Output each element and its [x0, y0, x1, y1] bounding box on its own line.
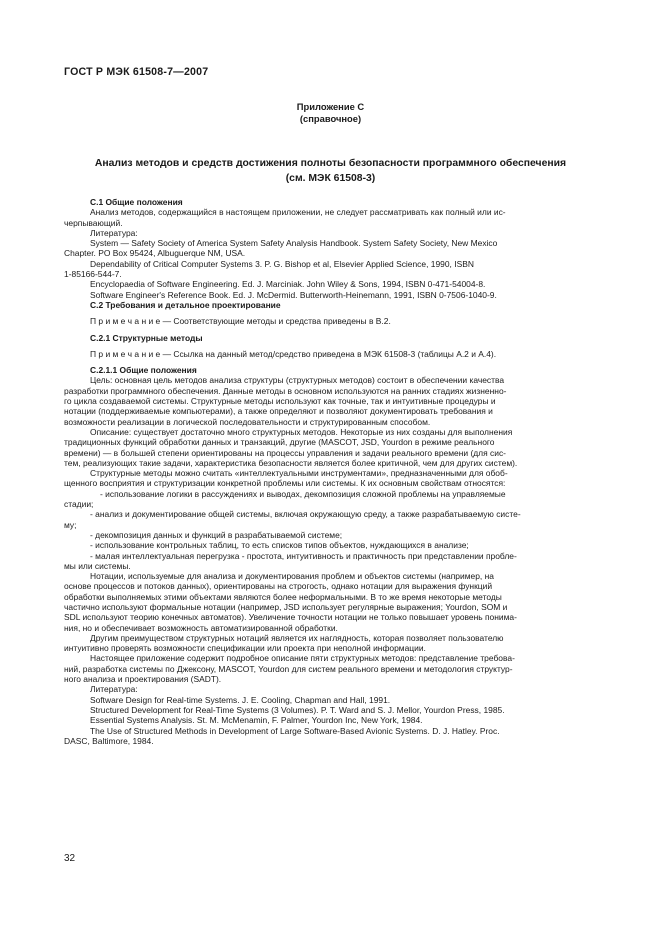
note-line	[90, 316, 598, 326]
bullet-line: мы или системы.	[64, 560, 131, 571]
reference-line: System — Safety Society of America System Safety Analysis Handbook. System Safety Society, New Mexico	[90, 238, 498, 249]
page-number: 32	[64, 853, 76, 864]
bullet-line: - анализ и документирование общей системы, включая окружающую среду, а также разрабатываемую систе-	[90, 509, 521, 520]
section-title	[70, 156, 591, 186]
text-line: Настоящее приложение содержит подробное описание пяти структурных методов: представление требова-	[90, 653, 515, 664]
text-line: ного анализа и проектирования (SADT).	[64, 674, 222, 685]
standard-header: ГОСТ Р МЭК 61508-7—2007	[64, 66, 209, 78]
reference-line: Software Design for Real-time Systems. J. E. Cooling, Chapman and Hall, 1991.	[90, 694, 391, 705]
appendix-subtitle: (справочное)	[299, 113, 362, 124]
note-line	[90, 349, 598, 359]
text-line: Описание: существует достаточно много структурных методов. Некоторые из них созданы для выполнения	[90, 426, 513, 437]
heading-c2: С.2 Требования и детальное проектирование	[90, 299, 281, 310]
text-line: SDL используют теорию конечных автоматов). Увеличение точности нотации не только повышает уровень понима-	[64, 612, 517, 623]
text-line: Анализ методов, содержащийся в настоящем приложении, не следует рассматривать как полный или ис-	[90, 207, 506, 218]
bullet-line: - декомпозиция данных и функций в разрабатываемой системе;	[90, 529, 343, 540]
text-line: интуитивно проверять возможности спецификации или проекта при неполной информации.	[64, 643, 426, 654]
text-line: щенного восприятия и структуризации конкретной проблемы или системы. К их основным свойствам относятся:	[64, 478, 506, 489]
note-text: — Соответствующие методы и средства приведены в В.2.	[160, 316, 391, 327]
text-line: Другим преимуществом структурных нотаций является их наглядность, которая позволяет пользователю	[90, 632, 504, 643]
literature-label: Литература:	[90, 684, 138, 695]
heading-c21: С.2.1 Структурные методы	[90, 332, 203, 343]
bullet-line: - малая интеллектуальная перегрузка - простота, интуитивность и практичность при представлении пробле-	[90, 550, 517, 561]
text-line: времени) — в большей степени ориентированы на процессы управления и задачи реального времени (для сис-	[64, 447, 506, 458]
text-line: возможности реализации в логической последовательности и структурированным способом.	[64, 416, 431, 427]
appendix-title: Приложение С	[296, 101, 365, 112]
note-text: — Ссылка на данный метод/средство приведена в МЭК 61508-3 (таблицы А.2 и А.4).	[160, 348, 497, 359]
reference-line: Encyclopaedia of Software Engineering. Ed. J. Marciniak. John Wiley & Sons, 1994, ISBN 0-471-54004-8.	[90, 279, 486, 290]
document-body	[64, 197, 598, 746]
reference-line: 1-85166-544-7.	[64, 269, 122, 280]
text-line: тем, реализующих такие задачи, характеристика безопасности является более критичной, чем для других систем).	[64, 457, 518, 468]
literature-label: Литература:	[90, 227, 138, 238]
text-line: основе процессов и потоков данных), ориентированы на строгость, однако нотации для выражения функций	[64, 581, 493, 592]
section-title-line: Анализ методов и средств достижения полноты безопасности программного обеспечения	[94, 158, 567, 169]
reference-line: Chapter. PO Box 95424, Albuguerque NM, USA.	[64, 248, 246, 259]
text-line: нотации (поддерживаемые компьютерами), а также определяют и позволяют документировать требования и	[64, 406, 493, 417]
reference-line: Software Engineer's Reference Book. Ed. J. McDermid. Butterworth-Heinemann, 1991, ISBN 0-7506-1040-9.	[90, 289, 497, 300]
text-line: разработки программного обеспечения. Данные методы в основном используются на ранних стадиях жизненно-	[64, 385, 507, 396]
bullet-line: - использование контрольных таблиц, то есть списков типов объектов, нуждающихся в анализе;	[90, 540, 469, 551]
heading-c211: С.2.1.1 Общие положения	[90, 365, 197, 376]
text-line: Структурные методы можно считать «интеллектуальными инструментами», предназначенными для обоб-	[90, 468, 508, 479]
reference-line: Essential Systems Analysis. St. M. McMenamin, F. Palmer, Yourdon Inc, New York, 1984.	[90, 715, 423, 726]
bullet-line: - использование логики в рассуждениях и выводах, декомпозиция сложной проблемы на управляемые	[100, 488, 506, 499]
reference-line: DASC, Baltimore, 1984.	[64, 735, 154, 746]
text-line: Цель: основная цель методов анализа структуры (структурных методов) состоит в обеспечении качества	[90, 375, 505, 386]
text-line: Нотации, используемые для анализа и документирования проблем и объектов системы (например, на	[90, 571, 494, 582]
text-line: частично используют формальные нотации (например, JSD использует регулярные выражения; Yourdon, SOM и	[64, 601, 508, 612]
text-line: ний, разработка системы по Джексону, MASCOT, Yourdon для систем реального времени и методология структур-	[64, 663, 513, 674]
text-line: обработки выполняемых этими объектами являются более неформальными. В то же время некоторые методы	[64, 591, 502, 602]
text-line: го цикла создаваемой системы. Структурные методы используют как точные, так и интуитивные процедуры и	[64, 396, 496, 407]
heading-c1: С.1 Общие положения	[90, 197, 183, 207]
reference-line: Structured Development for Real-Time Systems (3 Volumes). P. T. Ward and S. J. Mellor, Yourdon Press, 1985.	[90, 704, 505, 715]
reference-line: The Use of Structured Methods in Development of Large Software-Based Avionic Systems. D. J. Hatley. Proc.	[90, 725, 500, 736]
text-line: ния, но и обеспечивает возможность автоматизированной обработки.	[64, 622, 338, 633]
text-line: традиционных функций обработки данных и транзакций, другие (MASCOT, JSD, Yourdon в режиме реального	[64, 437, 495, 448]
section-title-line: (см. МЭК 61508-3)	[285, 173, 376, 184]
bullet-line: му;	[64, 519, 77, 530]
note-label: П р и м е ч а н и е	[90, 316, 161, 327]
bullet-line: стадии;	[64, 499, 94, 510]
note-label: П р и м е ч а н и е	[90, 348, 161, 359]
reference-line: Dependability of Critical Computer Systems 3. P. G. Bishop et al, Elsevier Applied Science, 1990, ISBN	[90, 258, 474, 269]
text-line: черпывающий.	[64, 217, 123, 228]
